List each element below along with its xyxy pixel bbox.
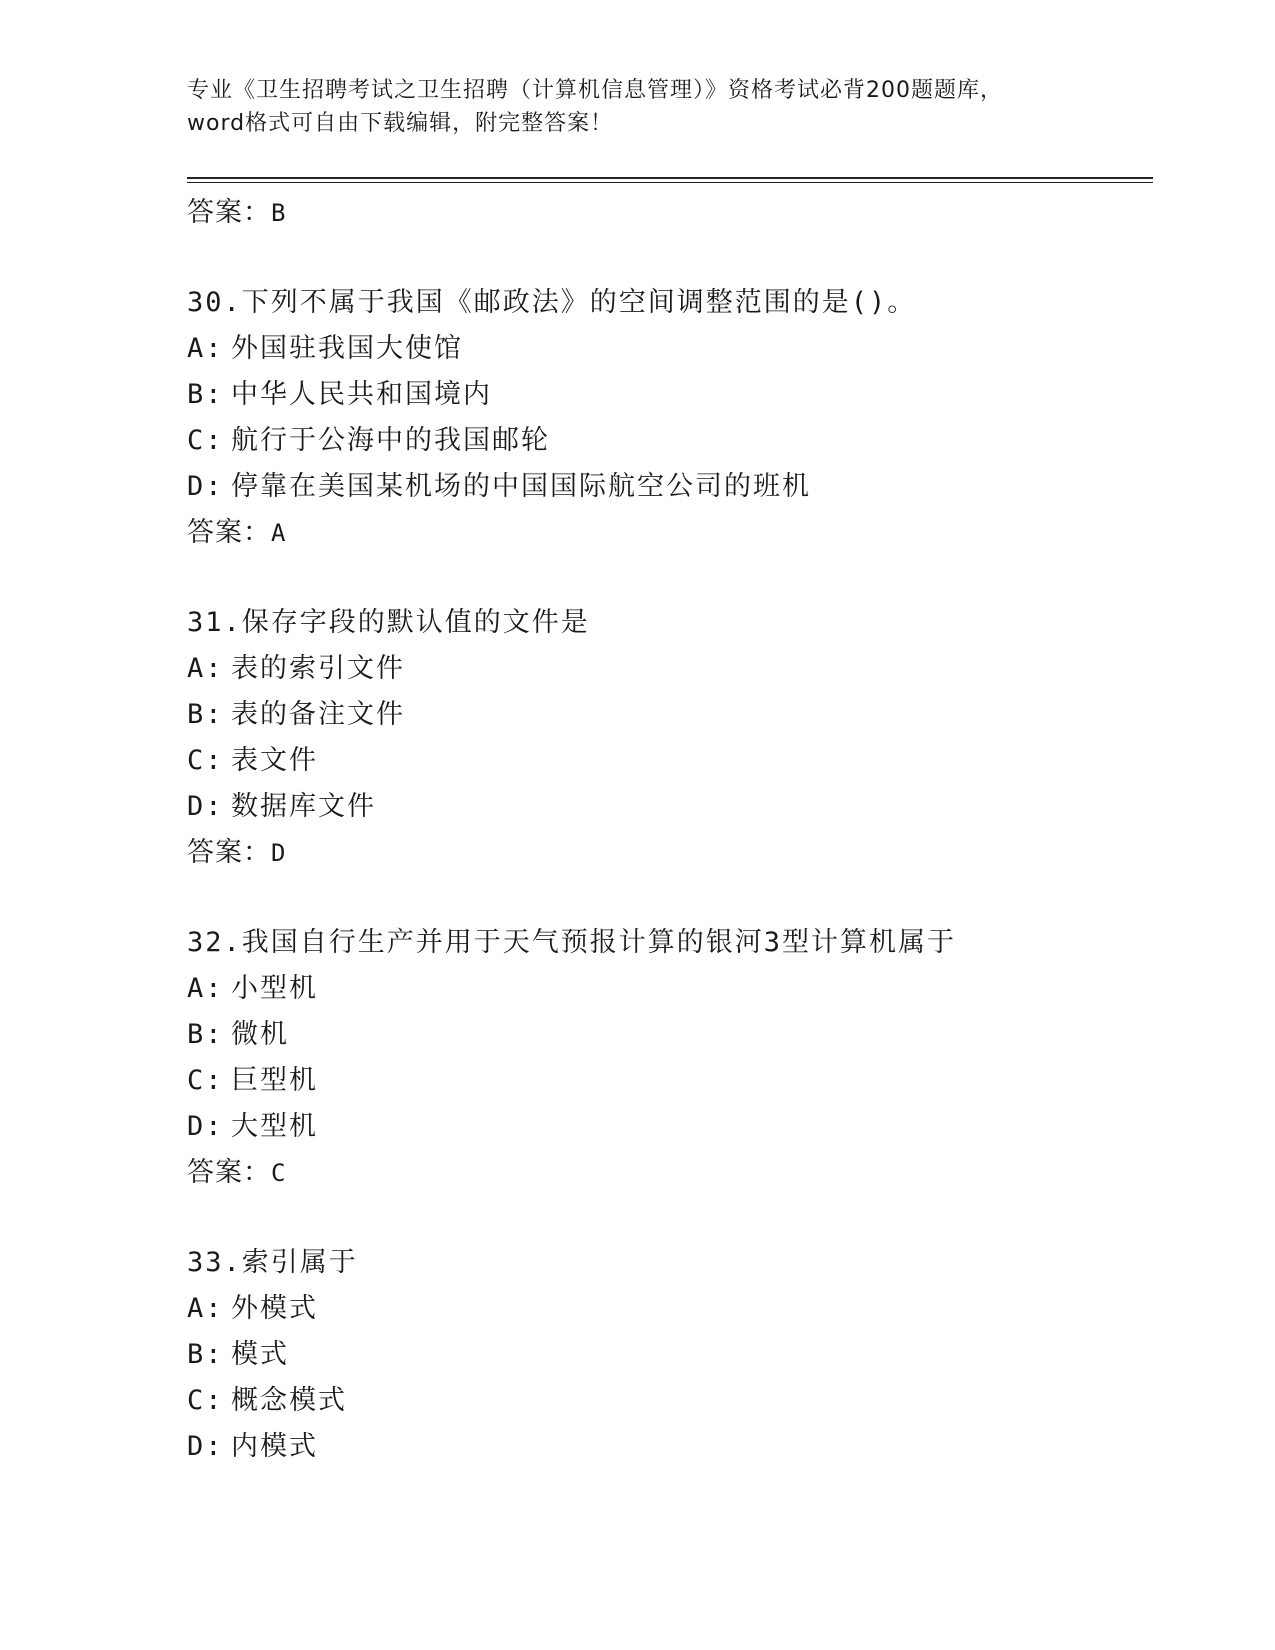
- spacer: [187, 236, 1147, 280]
- option-text: 表文件: [231, 745, 318, 776]
- option-text: 模式: [231, 1339, 289, 1370]
- header-divider: [187, 177, 1153, 183]
- answer-label: 答案：: [187, 837, 271, 868]
- option-letter: B:: [187, 1339, 224, 1370]
- question-list: [187, 190, 1147, 1470]
- option-item: [187, 418, 1147, 464]
- spacer: [187, 876, 1147, 920]
- answer-line: [187, 830, 1147, 876]
- option-text: 表的索引文件: [231, 653, 405, 684]
- question-text: 31.保存字段的默认值的文件是: [187, 607, 590, 638]
- option-text: 小型机: [231, 973, 318, 1004]
- answer-value: B: [271, 199, 287, 227]
- option-letter: A:: [187, 973, 224, 1004]
- question-block: [187, 920, 1147, 1240]
- option-item: [187, 1424, 1147, 1470]
- answer-label: 答案：: [187, 197, 271, 228]
- option-item: [187, 1104, 1147, 1150]
- answer-value: A: [271, 519, 287, 547]
- header-title-line1: 专业《卫生招聘考试之卫生招聘（计算机信息管理）》资格考试必背200题题库，: [187, 78, 1003, 103]
- question-text: 32.我国自行生产并用于天气预报计算的银河3型计算机属于: [187, 927, 957, 958]
- option-letter: B:: [187, 699, 224, 730]
- option-letter: C:: [187, 425, 224, 456]
- header-title-line2: word格式可自由下载编辑，附完整答案！: [187, 111, 614, 136]
- answer-label: 答案：: [187, 517, 271, 548]
- questions-container: [187, 280, 1147, 1470]
- option-item: [187, 966, 1147, 1012]
- option-letter: C:: [187, 745, 224, 776]
- question-block: [187, 600, 1147, 920]
- option-letter: D:: [187, 791, 224, 822]
- option-text: 内模式: [231, 1431, 318, 1462]
- question-block: [187, 1240, 1147, 1470]
- answer-line: [187, 1150, 1147, 1196]
- option-text: 外模式: [231, 1293, 318, 1324]
- spacer: [187, 556, 1147, 600]
- option-text: 表的备注文件: [231, 699, 405, 730]
- question-text: 30.下列不属于我国《邮政法》的空间调整范围的是()。: [187, 287, 917, 318]
- spacer: [187, 1196, 1147, 1240]
- option-item: [187, 784, 1147, 830]
- option-letter: D:: [187, 1111, 224, 1142]
- question-text: 33.索引属于: [187, 1247, 358, 1278]
- option-letter: B:: [187, 1019, 224, 1050]
- option-letter: D:: [187, 471, 224, 502]
- option-text: 中华人民共和国境内: [231, 379, 492, 410]
- option-text: 外国驻我国大使馆: [231, 333, 463, 364]
- option-text: 微机: [231, 1019, 289, 1050]
- option-text: 数据库文件: [231, 791, 376, 822]
- option-text: 航行于公海中的我国邮轮: [231, 425, 550, 456]
- option-item: [187, 1378, 1147, 1424]
- page-header: [187, 74, 1087, 140]
- option-letter: B:: [187, 379, 224, 410]
- answer-line: [187, 190, 1147, 236]
- option-item: [187, 1332, 1147, 1378]
- option-item: [187, 372, 1147, 418]
- option-text: 大型机: [231, 1111, 318, 1142]
- answer-line: [187, 510, 1147, 556]
- option-item: [187, 738, 1147, 784]
- option-letter: A:: [187, 1293, 224, 1324]
- question-block: [187, 280, 1147, 600]
- option-item: [187, 1012, 1147, 1058]
- answer-label: 答案：: [187, 1157, 271, 1188]
- option-item: [187, 464, 1147, 510]
- option-item: [187, 692, 1147, 738]
- option-letter: A:: [187, 333, 224, 364]
- option-letter: C:: [187, 1065, 224, 1096]
- answer-value: C: [271, 1159, 287, 1187]
- answer-value: D: [271, 839, 287, 867]
- option-item: [187, 1286, 1147, 1332]
- option-item: [187, 1058, 1147, 1104]
- option-letter: A:: [187, 653, 224, 684]
- option-text: 概念模式: [231, 1385, 347, 1416]
- option-letter: C:: [187, 1385, 224, 1416]
- option-text: 停靠在美国某机场的中国国际航空公司的班机: [231, 471, 811, 502]
- option-item: [187, 326, 1147, 372]
- option-text: 巨型机: [231, 1065, 318, 1096]
- option-letter: D:: [187, 1431, 224, 1462]
- option-item: [187, 646, 1147, 692]
